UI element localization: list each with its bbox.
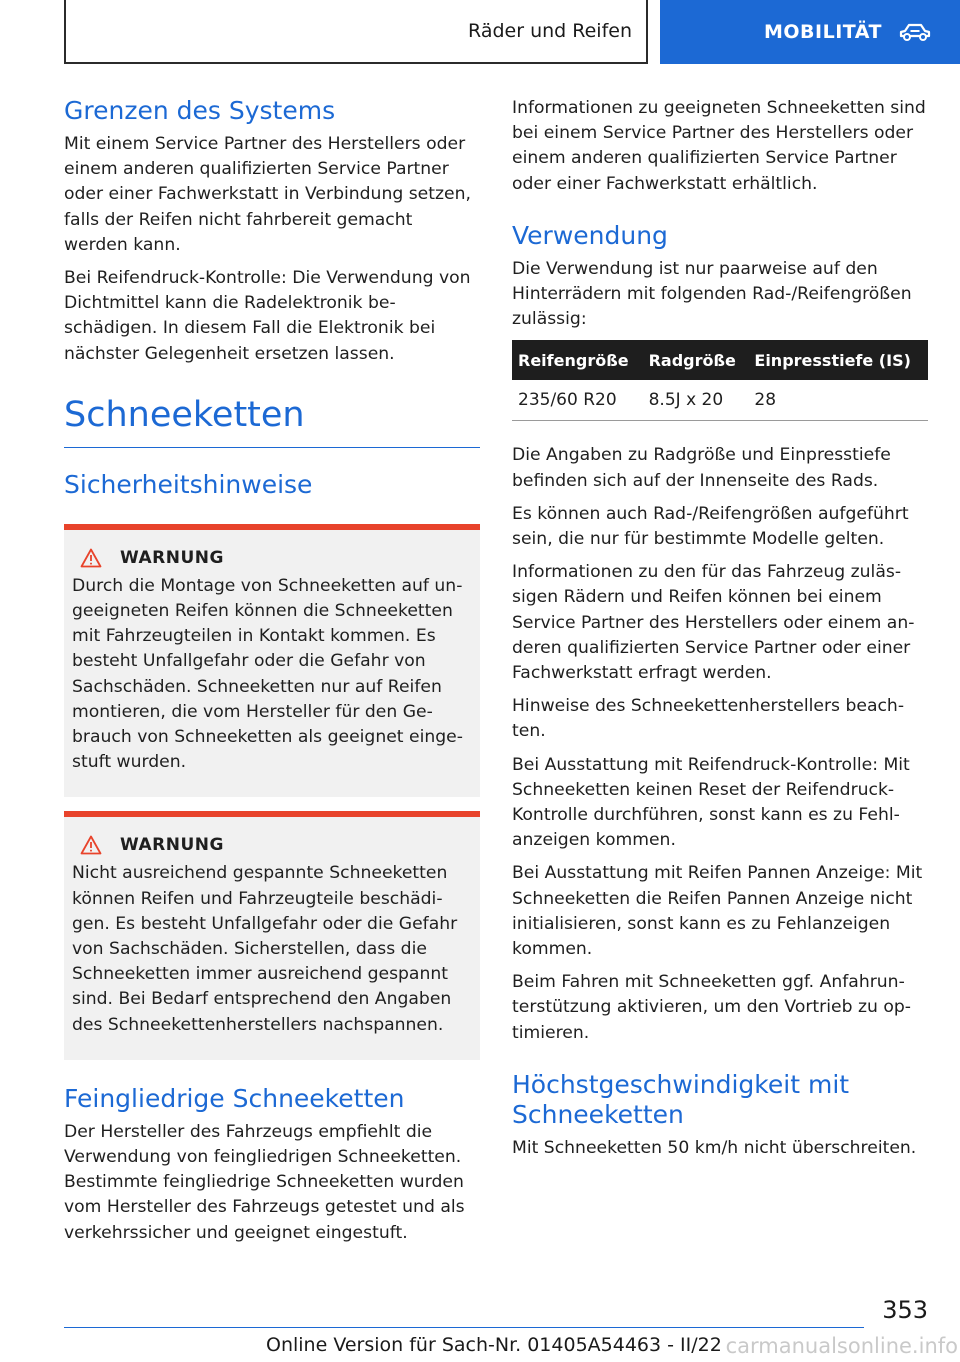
page-number: 353 [882, 1296, 928, 1324]
table-cell: 28 [748, 380, 928, 421]
table-cell: 8.5J x 20 [643, 380, 749, 421]
paragraph: Beim Fahren mit Schneeketten ggf. Anfahrunterstützung aktivieren, um den Vortrieb zu optimieren. [512, 972, 911, 1043]
paragraph: Hinweise des Schneekettenherstellers beachten. [512, 696, 905, 742]
online-version-note: Online Version für Sach-Nr. 01405A54463 - II/22 [266, 1334, 722, 1356]
paragraph: Der Hersteller des Fahrzeugs empfiehlt die Verwendung von feingliedrigen Schneeketten. Bestimmte feingliedrige Schneeketten wurden vom Hersteller des Fahrzeugs getestet und als verkehrssicher und geeignet eingestuft. [64, 1121, 465, 1243]
heading-max-speed: Höchstgeschwindigkeit mit Schneeketten [512, 1069, 850, 1129]
tire-size-table [512, 340, 928, 421]
table-header-cell: Einpresstiefe (IS) [748, 340, 928, 380]
warning-label: WARNUNG [120, 547, 224, 568]
warning-triangle-icon [80, 548, 102, 568]
warning-label: WARNUNG [120, 835, 224, 856]
heading-usage: Verwendung [512, 220, 668, 250]
paragraph: Die Verwendung ist nur paarweise auf den Hinterrädern mit folgenden Rad-/Reifengrößen zulässig: [512, 258, 912, 330]
paragraph: Informationen zu geeigneten Schneeketten sind bei einem Service Partner des Herstellers oder einem anderen qualifizierten Service Partner oder einer Fachwerkstatt erhältlich. [512, 98, 926, 194]
heading-limits: Grenzen des Systems [64, 96, 336, 125]
paragraph: Mit Schneeketten 50 km/h nicht überschreiten. [512, 1137, 917, 1158]
paragraph: Die Angaben zu Radgröße und Einpresstiefe befinden sich auf der Innenseite des Rads. [512, 445, 891, 491]
right-column [512, 96, 928, 1169]
paragraph: Bei Reifendruck-Kontrolle: Die Verwendung von Dichtmittel kann die Radelektronik beschädigen. In diesem Fall die Elektronik bei nächster Gelegenheit ersetzen lassen. [64, 268, 471, 364]
warning-text: Durch die Montage von Schneeketten auf ungeeigneten Reifen können die Schneeketten mit Fahrzeugteilen in Kontakt kommen. Es besteht Unfallgefahr oder die Gefahr von Sachschäden. Schneeketten nur auf Reifen montieren, die vom Hersteller für den Gebrauch von Schneeketten als geeignet eingestuft wurden. [72, 575, 463, 773]
watermark: carmanualsonline.info [725, 1334, 958, 1358]
warning-box [64, 524, 480, 798]
section-title: Räder und Reifen [468, 20, 632, 42]
paragraph: Bei Ausstattung mit Reifendruck-Kontrolle: Mit Schneeketten keinen Reset der Reifendruck-Kontrolle durchführen, sonst kann es zu Fehlanzeigen kommen. [512, 754, 910, 851]
chapter-heading: Schneeketten [64, 393, 480, 448]
header-chapter-tab [660, 0, 960, 64]
paragraph: Bei Ausstattung mit Reifen Pannen Anzeige: Mit Schneeketten die Reifen Pannen Anzeige nicht initialisieren, sonst kann es zu Fehlanzeigen kommen. [512, 863, 923, 960]
warning-text: Nicht ausreichend gespannte Schneeketten können Reifen und Fahrzeugteile beschädigen. Es besteht Unfallgefahr oder die Gefahr von Sachschäden. Sicherstellen, dass die Schneeketten immer ausreichend gespannt sind. Bei Bedarf entsprechend den Angaben des Schneekettenherstellers nachspannen. [72, 863, 458, 1035]
paragraph: Informationen zu den für das Fahrzeug zulässigen Rädern und Reifen können bei einem Service Partner des Herstellers oder einem anderen qualifizierten Service Partner oder einer Fachwerkstatt erfragt werden. [512, 562, 915, 684]
table-row [512, 380, 928, 421]
heading-fine-link-chains: Feingliedrige Schneeketten [64, 1083, 405, 1113]
table-header-row [512, 340, 928, 380]
header-section-tab [64, 0, 648, 64]
left-column [64, 96, 480, 1254]
table-cell: 235/60 R20 [512, 380, 643, 421]
heading-safety: Sicherheitshinweise [64, 469, 313, 499]
table-header-cell: Reifengröße [512, 340, 643, 380]
chapter-label: MOBILITÄT [764, 21, 882, 43]
paragraph: Es können auch Rad-/Reifengrößen aufgeführt sein, die nur für bestimmte Modelle gelten. [512, 503, 909, 550]
car-icon [898, 22, 932, 42]
warning-box [64, 811, 480, 1059]
paragraph: Mit einem Service Partner des Herstellers oder einem anderen qualifizierten Service Partner oder einer Fachwerkstatt in Verbindung setzen, falls der Reifen nicht fahrbereit gemacht werden kann. [64, 134, 471, 255]
warning-triangle-icon [80, 835, 102, 855]
table-header-cell: Radgröße [643, 340, 749, 380]
footer-divider [64, 1327, 864, 1328]
